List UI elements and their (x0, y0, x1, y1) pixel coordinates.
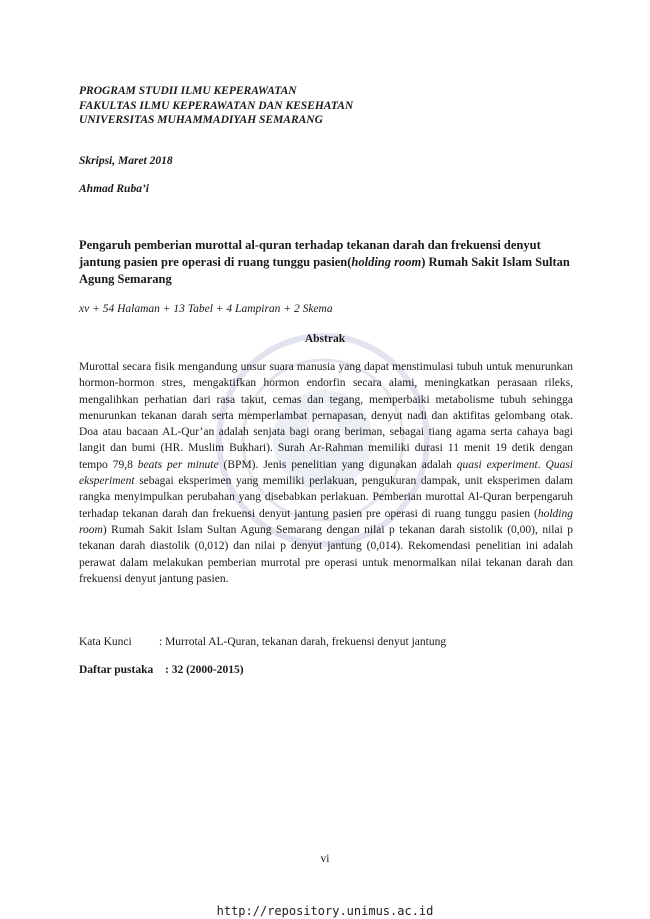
abstract-text-1: Murottal secara fisik mengandung unsur suara manusia yang dapat menstimulasi tubuh untuk menurunkan hormon-hormon stres, mengaktifkan hormon endorfin secara alami, meningkatkan perasaan rileks, mengalihkan perhatian dari rasa takut, cemas dan tegang, memperbaiki metabolisme tubuh sehingga menurunkan tekanan darah serta memperlambat pernapasan, denyut nadi dan aktifitas gelombang otak. Doa atau bacaan AL-Qur’an adalah senjata bagi orang beriman, sebagai tiang agama serta cahaya bagi langit dan bumi (HR. Muslim Bukhari). Surah Ar-Rahman memiliki durasi 11 menit 19 detik dengan tempo 79,8 (79, 361, 573, 471)
abstract-text-5: ) Rumah Sakit Islam Sultan Agung Semarang dengan nilai p tekanan darah sistolik (0,00), nilai p tekanan darah diastolik (0,012) dan nilai p denyut jantung (0,014). Rekomendasi penelitian ini adalah perawat dalam melakukan pemberian murrotal pre operasi untuk menormalkan nilai tekanan darah dan frekuensi denyut jantung pasien. (79, 523, 573, 585)
title-part-2: ) Rumah Sakit Islam Sultan Agung Semarang (79, 255, 570, 286)
thesis-date: Skripsi, Maret 2018 (79, 155, 173, 167)
repository-url[interactable]: http://repository.unimus.ac.id (216, 904, 434, 918)
page-number: vi (320, 853, 330, 865)
abstract-italic-3: Quasi eksperiment (79, 458, 574, 488)
institution-header (79, 84, 353, 128)
title-part-1: Pengaruh pemberian murottal al-quran terhadap tekanan darah dan frekuensi denyut jantung pasien pre operasi di ruang tunggu pasien( (79, 238, 541, 269)
thesis-title (79, 237, 573, 288)
abstract-heading: Abstrak (304, 333, 346, 345)
abstract-text-2: (BPM). Jenis penelitian yang digunakan adalah (218, 458, 457, 471)
bibliography-label: Daftar pustaka (79, 664, 154, 676)
keywords-label: Kata Kunci (79, 636, 132, 648)
title-italic: holding room (351, 255, 422, 269)
abstract-text-3: . (537, 458, 546, 471)
page-count-summary: xv + 54 Halaman + 13 Tabel + 4 Lampiran + 2 Skema (79, 303, 333, 315)
keywords-line (79, 636, 446, 648)
abstract-text-4: sebagai eksperimen yang memiliki perlakuan, pengukuran dampak, unit eksperimen dalam rangka menyimpulkan perubahan yang disebabkan perlakuan. Pemberian murottal Al-Quran berpengaruh terhadap tekanan darah dan frekuensi denyut jantung pasien pre operasi di ruang tunggu pasien ( (79, 475, 573, 520)
abstract-italic-4: holding room (79, 507, 573, 536)
header-line-faculty: FAKULTAS ILMU KEPERAWATAN DAN KESEHATAN (79, 99, 354, 112)
bibliography-value: : 32 (2000-2015) (165, 664, 244, 676)
author-name: Ahmad Ruba’i (79, 183, 149, 195)
header-line-university: UNIVERSITAS MUHAMMADIYAH SEMARANG (79, 114, 323, 126)
keywords-value: : Murrotal AL-Quran, tekanan darah, frekuensi denyut jantung (159, 636, 447, 648)
bibliography-line (79, 664, 244, 676)
header-line-program: PROGRAM STUDII ILMU KEPERAWATAN (79, 85, 297, 97)
abstract-italic-1: beats per minute (137, 458, 219, 471)
abstract-body (79, 359, 573, 587)
abstract-italic-2: quasi experiment (456, 458, 538, 471)
